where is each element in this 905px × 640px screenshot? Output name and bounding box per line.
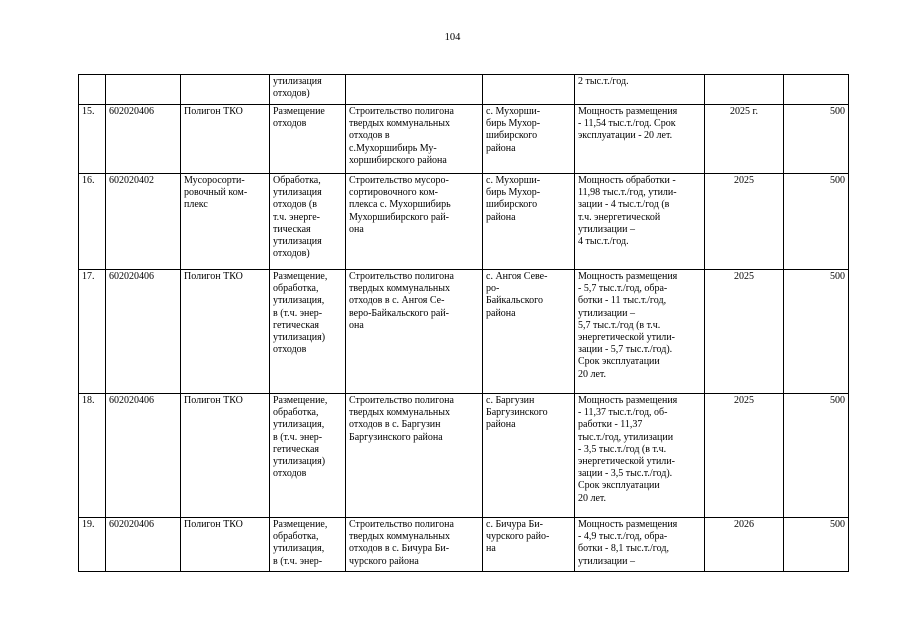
- object-name-cell: Полигон ТКО: [181, 518, 270, 572]
- page-number: 104: [444, 32, 461, 43]
- location-cell: с. Ангоя Севе- ро- Байкальского района: [483, 270, 575, 394]
- code-cell: 602020406: [106, 518, 181, 572]
- area-cell: 500: [784, 518, 849, 572]
- code-cell: 602020406: [106, 270, 181, 394]
- purpose-cell: Размещение отходов: [270, 105, 346, 174]
- code-cell: [106, 75, 181, 105]
- location-cell: с. Мухорши- бирь Мухор- шибирского района: [483, 174, 575, 270]
- row-number-cell: [79, 75, 106, 105]
- purpose-cell: утилизация отходов): [270, 75, 346, 105]
- location-cell: с. Бичура Би- чурского райо- на: [483, 518, 575, 572]
- year-cell: 2025 г.: [705, 105, 784, 174]
- row-number-cell: 15.: [79, 105, 106, 174]
- row-number-cell: 17.: [79, 270, 106, 394]
- description-cell: Строительство мусоро- сортировочного ком- плекса с. Мухоршибирь Мухоршибирского рай- она: [346, 174, 483, 270]
- year-cell: 2026: [705, 518, 784, 572]
- capacity-cell: Мощность размещения - 4,9 тыс.т./год, обра- ботки - 8,1 тыс.т./год, утилизации –: [575, 518, 705, 572]
- purpose-cell: Обработка, утилизация отходов (в т.ч. энерге- тическая утилизация отходов): [270, 174, 346, 270]
- capacity-cell: Мощность размещения - 11,37 тыс.т./год, об- работки - 11,37 тыс.т./год, утилизации - 3,5 тыс.т./год (в т.ч. энергетической утили- зации - 3,5 тыс.т./год). Срок эксплуатации 20 лет.: [575, 394, 705, 518]
- capacity-cell: Мощность обработки - 11,98 тыс.т./год, утили- зации - 4 тыс.т./год (в т.ч. энергетической утилизации – 4 тыс.т./год.: [575, 174, 705, 270]
- row-number-cell: 16.: [79, 174, 106, 270]
- location-cell: с. Баргузин Баргузинского района: [483, 394, 575, 518]
- area-cell: [784, 75, 849, 105]
- description-cell: Строительство полигона твердых коммунальных отходов в с. Ангоя Се- веро-Байкальского рай- она: [346, 270, 483, 394]
- object-name-cell: Полигон ТКО: [181, 270, 270, 394]
- year-cell: [705, 75, 784, 105]
- code-cell: 602020402: [106, 174, 181, 270]
- facilities-table: [78, 74, 849, 572]
- row-number-cell: 19.: [79, 518, 106, 572]
- code-cell: 602020406: [106, 394, 181, 518]
- object-name-cell: Полигон ТКО: [181, 394, 270, 518]
- table-row: [79, 174, 849, 270]
- description-cell: Строительство полигона твердых коммунальных отходов в с. Бичура Би- чурского района: [346, 518, 483, 572]
- table-row: [79, 105, 849, 174]
- table-body: [79, 75, 849, 572]
- area-cell: 500: [784, 105, 849, 174]
- description-cell: Строительство полигона твердых коммунальных отходов в с.Мухоршибирь Му- хоршибирского района: [346, 105, 483, 174]
- year-cell: 2025: [705, 270, 784, 394]
- capacity-cell: Мощность размещения - 11,54 тыс.т./год. Срок эксплуатации - 20 лет.: [575, 105, 705, 174]
- object-name-cell: Полигон ТКО: [181, 105, 270, 174]
- row-number-cell: 18.: [79, 394, 106, 518]
- table-row: [79, 270, 849, 394]
- area-cell: 500: [784, 394, 849, 518]
- description-cell: Строительство полигона твердых коммунальных отходов в с. Баргузин Баргузинского района: [346, 394, 483, 518]
- table-row: [79, 394, 849, 518]
- code-cell: 602020406: [106, 105, 181, 174]
- description-cell: [346, 75, 483, 105]
- area-cell: 500: [784, 174, 849, 270]
- location-cell: [483, 75, 575, 105]
- purpose-cell: Размещение, обработка, утилизация, в (т.ч. энер- гетическая утилизация) отходов: [270, 394, 346, 518]
- object-name-cell: [181, 75, 270, 105]
- purpose-cell: Размещение, обработка, утилизация, в (т.ч. энер- гетическая утилизация) отходов: [270, 270, 346, 394]
- object-name-cell: Мусоросорти- ровочный ком- плекс: [181, 174, 270, 270]
- capacity-cell: Мощность размещения - 5,7 тыс.т./год, обра- ботки - 11 тыс.т./год, утилизации – 5,7 тыс.т./год (в т.ч. энергетической утили- зации - 5,7 тыс.т./год). Срок эксплуатации 20 лет.: [575, 270, 705, 394]
- year-cell: 2025: [705, 174, 784, 270]
- purpose-cell: Размещение, обработка, утилизация, в (т.ч. энер-: [270, 518, 346, 572]
- year-cell: 2025: [705, 394, 784, 518]
- table-row: [79, 75, 849, 105]
- capacity-cell: 2 тыс.т./год.: [575, 75, 705, 105]
- location-cell: с. Мухорши- бирь Мухор- шибирского района: [483, 105, 575, 174]
- table-row: [79, 518, 849, 572]
- area-cell: 500: [784, 270, 849, 394]
